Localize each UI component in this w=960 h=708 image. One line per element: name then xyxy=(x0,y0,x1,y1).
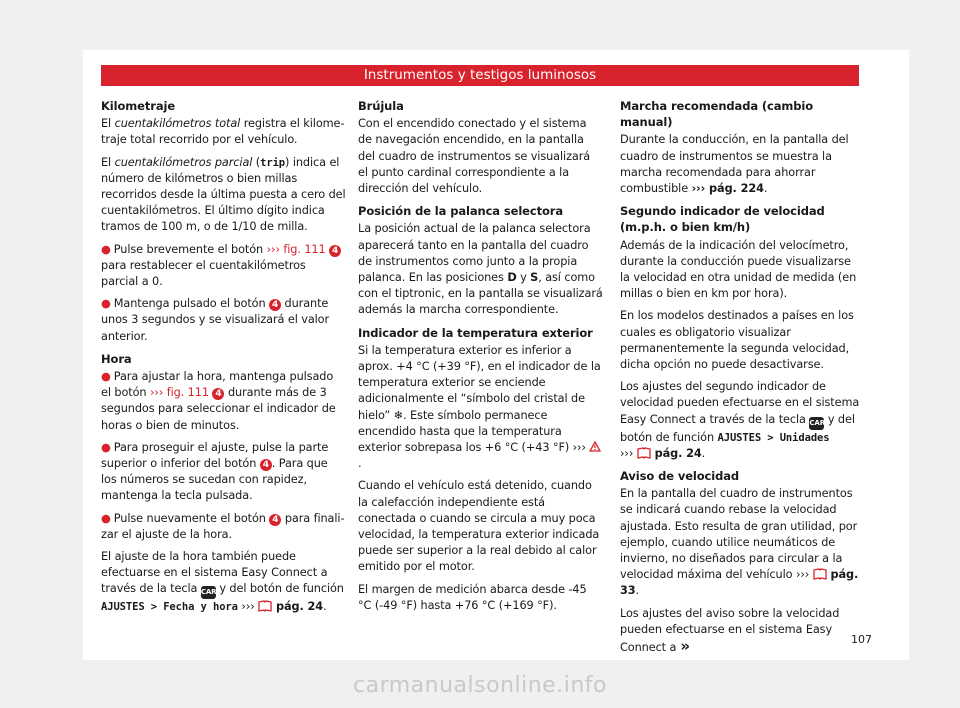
car-key-icon: CAR xyxy=(201,586,216,599)
button-number-badge: 4 xyxy=(260,459,272,471)
snowflake-icon: ❄ xyxy=(393,408,404,422)
heading-marcha: Marcha recomendada (cambio manual) xyxy=(620,99,814,130)
paragraph: El ajuste de la hora también puede efectuarse en el sistema Easy Connect a través de la tecla CAR y del botón de función AJUSTES > Fecha y hora ››› pág. 24. xyxy=(101,550,344,614)
button-number-badge: 4 xyxy=(329,245,341,257)
paragraph: Durante la conducción, en la pantalla del cuadro de instrumentos se muestra la marcha recomendada para ahorrar combustible ››› pág. 224. xyxy=(620,133,849,196)
paragraph: Además de la indicación del velocímetro, durante la conducción puede visualizarse la velocidad en otra unidad de medida (en millas o bien en km por hora). xyxy=(620,238,857,301)
bullet-item: ● Para proseguir el ajuste, pulse la parte superior o inferior del botón 4 . Para que los números se sucedan con rapidez, mantenga la tecla pulsada. xyxy=(101,440,329,503)
page-number: 107 xyxy=(851,633,872,646)
paragraph: El margen de medición abarca desde -45 °C (-49 °F) hasta +76 °C (+169 °F). xyxy=(358,582,587,612)
page-link[interactable]: pág. 24 xyxy=(650,446,702,460)
button-number-badge: 4 xyxy=(269,514,281,526)
figure-link[interactable]: ››› fig. 111 xyxy=(266,242,326,256)
paragraph: Si la temperatura exterior es inferior a aprox. +4 °C (+39 °F), en el indicador de la temperatura exterior se enciende adicionalmente el “símbolo del cristal de hielo” ❄. Este símbolo permanece encendido hasta que la temperatura exterior sobrepasa los +6 °C (+43 °F) ››› . xyxy=(358,343,601,471)
heading-aviso-velocidad: Aviso de velocidad xyxy=(620,469,740,484)
heading-segundo-indicador: Segundo indicador de velocidad (m.p.h. o bien km/h) xyxy=(620,204,825,235)
bullet-item: ● Mantenga pulsado el botón 4 durante unos 3 segundos y se visualizará el valor anterior. xyxy=(101,297,330,343)
paragraph: En los modelos destinados a países en los cuales es obligatorio visualizar permanentemente la segunda velocidad, dicha opción no puede desactivarse. xyxy=(620,309,854,372)
page-link[interactable]: ››› pág. 224 xyxy=(691,182,764,196)
book-icon xyxy=(813,568,827,580)
paragraph: Los ajustes del aviso sobre la velocidad pueden efectuarse en el sistema Easy Connect a » xyxy=(620,606,840,656)
column-1 xyxy=(101,98,346,622)
section-header: Instrumentos y testigos luminosos xyxy=(101,65,859,86)
button-number-badge: 4 xyxy=(269,299,281,311)
book-icon xyxy=(258,600,272,612)
watermark: carmanualsonline.info xyxy=(353,673,607,698)
bullet-item: ● Pulse brevemente el botón ››› fig. 111 4 para restablecer el cuentakilómetros parcial a 0. xyxy=(101,242,346,291)
page-link[interactable]: pág. 33 xyxy=(620,568,859,598)
function-button-path: AJUSTES > Unidades xyxy=(717,431,830,444)
heading-hora: Hora xyxy=(101,351,132,366)
paragraph: En la pantalla del cuadro de instrumentos se indicará cuando rebase la velocidad ajustada. Esto resulta de gran utilidad, por ejemplo, cuando utilice neumáticos de invierno, no diseñados para circular a la velocidad máxima del vehículo ››› pág. 33. xyxy=(620,487,859,598)
car-key-icon: CAR xyxy=(809,417,824,430)
book-icon xyxy=(637,447,651,459)
bullet-item: ● Pulse nuevamente el botón 4 para finalizar el ajuste de la hora. xyxy=(101,511,345,541)
bullet-icon: ● xyxy=(101,440,111,454)
paragraph: Cuando el vehículo está detenido, cuando la calefacción independiente está conectada o cuando se circula a muy poca velocidad, la temperatura exterior indicada puede ser superior a la real debido al calor emitido por el motor. xyxy=(358,479,600,574)
heading-palanca: Posición de la palanca selectora xyxy=(358,204,564,219)
paragraph: El cuentakilómetros total registra el kilometraje total recorrido por el vehículo. xyxy=(101,117,345,147)
paragraph: El cuentakilómetros parcial (trip) indica el número de kilómetros o bien millas recorridos desde la última puesta a cero del cuentakilómetros. El último dígito indica tramos de 100 m, o de 1/10 de milla. xyxy=(101,155,346,234)
bullet-icon: ● xyxy=(101,297,111,311)
heading-kilometraje: Kilometraje xyxy=(101,99,176,113)
column-3 xyxy=(620,98,860,662)
button-number-badge: 4 xyxy=(212,388,224,400)
warning-icon xyxy=(589,441,601,452)
paragraph: Los ajustes del segundo indicador de velocidad pueden efectuarse en el sistema Easy Connect a través de la tecla CAR y del botón de función AJUSTES > Unidades ››› pág. 24. xyxy=(620,380,860,460)
column-2 xyxy=(358,98,603,620)
bullet-item: ● Para ajustar la hora, mantenga pulsado el botón ››› fig. 111 4 durante más de 3 segundos para seleccionar el indicador de horas o bien de minutos. xyxy=(101,370,336,432)
heading-temperatura: Indicador de la temperatura exterior xyxy=(358,325,593,340)
bullet-icon: ● xyxy=(101,370,111,384)
continued-arrow-icon: » xyxy=(680,637,690,656)
page-link[interactable]: pág. 24 xyxy=(272,600,323,614)
heading-brujula: Brújula xyxy=(358,99,404,113)
bullet-icon: ● xyxy=(101,511,111,525)
paragraph: La posición actual de la palanca selectora aparecerá tanto en la pantalla del cuadro de instrumentos como junto a la propia palanca. En las posiciones D y S, así como con el tiptronic, en la pantalla se visualizará además la marcha correspondiente. xyxy=(358,222,603,317)
bullet-icon: ● xyxy=(101,242,111,256)
function-button-path: AJUSTES > Fecha y hora xyxy=(101,601,238,614)
trip-code: trip xyxy=(260,156,286,169)
figure-link[interactable]: ››› fig. 111 xyxy=(149,386,209,400)
paragraph: Con el encendido conectado y el sistema de navegación encendido, en la pantalla del cuadro de instrumentos se visualizará el punto cardinal correspondiente a la dirección del vehículo. xyxy=(358,117,591,196)
